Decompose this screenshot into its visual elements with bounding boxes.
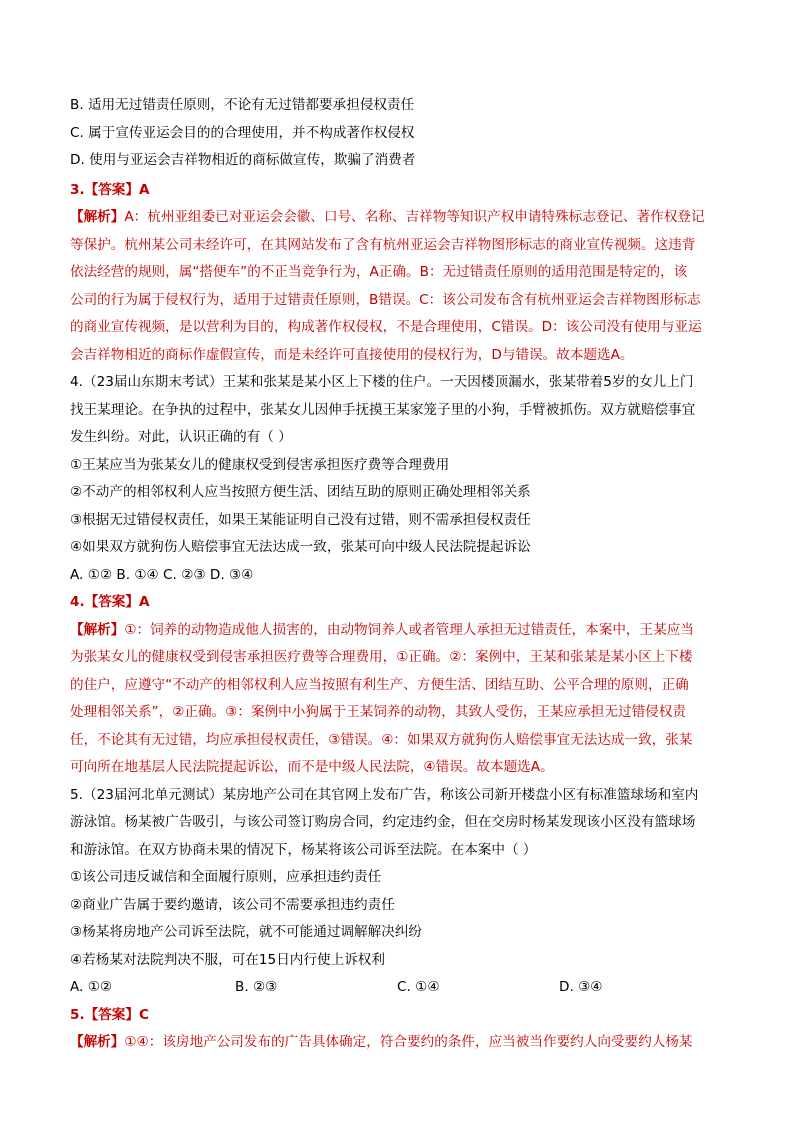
q5-stem-line-1: 5.（23届河北单元测试）某房地产公司在其官网上发布广告，称该公司新开楼盘小区有标准篮球场和室内 [70,786,699,803]
q5-analysis-line-1 [70,1029,730,1057]
q3-analysis-line-3: 依法经营的规则，属“搭便车”的不正当竞争行为，A正确。B：无过错责任原则的适用范围是特定的，该 [70,264,688,280]
q4-stem-line-2: 找王某理论。在争执的过程中，张某女儿因伸手抚摸王某家笼子里的小狗，手臂被抓伤。双方就赔偿事宜 [70,401,696,418]
q4-analysis-line-3: 的住户，应遵守“不动产的相邻权利人应当按照有利生产、方便生活、团结互助、公平合理的原则，正确 [70,676,689,693]
q5-item-4: ④若杨某对法院判决不服，可在15日内行使上诉权利 [70,951,385,968]
q4-item-3: ③根据无过错侵权责任，如果王某能证明自己没有过错，则不需承担侵权责任 [70,511,531,528]
q5-choice-b: B. ②③ [235,979,278,995]
q5-item-3: ③杨某将房地产公司诉至法院，就不可能通过调解解决纠纷 [70,924,423,940]
q5-answer: 5.【答案】C [70,1006,149,1023]
q3-analysis-line-4: 公司的行为属于侵权行为，适用于过错责任原则，B错误。C：该公司发布含有杭州亚运会吉祥物图形标志 [70,291,701,308]
analysis-label: 【解析】 [70,621,125,638]
q3-answer: 3.【答案】A [70,181,150,198]
q4-item-4: ④如果双方就狗伤人赔偿事宜无法达成一致，张某可向中级人民法院提起诉讼 [70,539,531,555]
q5-stem-line-2: 游泳馆。杨某被广告吸引，与该公司签订购房合同，约定违约金，但在交房时杨某发现该小区没有篮球场 [70,814,696,830]
q5-choice-c: C. ①④ [397,979,440,995]
analysis-text: ①：饲养的动物造成他人损害的，由动物饲养人或者管理人承担无过错责任，本案中，王某应当 [124,621,694,638]
q4-analysis-line-4: 处理相邻关系”，②正确。③：案例中小狗属于王某饲养的动物，其致人受伤，王某应承担无过错侵权责 [70,704,686,720]
analysis-text: ①④：该房地产公司发布的广告具体确定，符合要约的条件，应当被当作要约人向受要约人杨某 [124,1034,693,1050]
q4-analysis-line-2: 为张某女儿的健康权受到侵害承担医疗费等合理费用，①正确。②：案例中，王某和张某是某小区上下楼 [70,649,693,665]
q4-analysis-line-1 [70,617,730,645]
q4-stem-line-3: 发生纠纷。对此，认识正确的有（ ） [70,429,292,445]
q3-analysis-line-5: 的商业宣传视频，是以营利为目的，构成著作权侵权，不是合理使用，C错误。D：该公司没有使用与亚运 [70,319,702,335]
q4-choices: A. ①② B. ①④ C. ②③ D. ③④ [70,566,254,583]
q4-answer: 4.【答案】A [70,594,150,610]
q4-stem-line-1: 4.（23届山东期末考试）王某和张某是某小区上下楼的住户。一天因楼顶漏水，张某带着5岁的女儿上门 [70,374,694,390]
q3-option-c: C. 属于宣传亚运会目的的合理使用，并不构成著作权侵权 [70,124,415,141]
q5-choice-a: A. ①② [70,979,113,995]
q4-analysis-line-6: 可向所在地基层人民法院提起诉讼，而不是中级人民法院，④错误。故本题选A。 [70,759,554,775]
q5-choices [70,974,730,1002]
q3-analysis-line-1 [70,204,730,232]
q4-item-1: ①王某应当为张某女儿的健康权受到侵害承担医疗费等合理费用 [70,456,450,473]
analysis-label: 【解析】 [70,209,125,225]
q5-item-2: ②商业广告属于要约邀请，该公司不需要承担违约责任 [70,896,395,913]
q3-analysis-line-6: 会吉祥物相近的商标作虚假宣传，而是未经许可直接使用的侵权行为，D与错误。故本题选A。 [70,346,634,363]
q3-analysis-line-2: 等保护。杭州某公司未经许可，在其网站发布了含有杭州亚运会吉祥物图形标志的商业宣传视频。这违背 [70,236,696,253]
q5-item-1: ①该公司违反诚信和全面履行原则，应承担违约责任 [70,869,382,885]
analysis-text: A：杭州亚组委已对亚运会会徽、口号、名称、吉祥物等知识产权申请特殊标志登记、著作权登记 [124,209,705,225]
q4-item-2: ②不动产的相邻权利人应当按照方便生活、团结互助的原则正确处理相邻关系 [70,484,531,500]
q3-option-d: D. 使用与亚运会吉祥物相近的商标做宣传，欺骗了消费者 [70,152,416,168]
q5-choice-d: D. ③④ [559,979,603,995]
q3-option-b: B. 适用无过错责任原则，不论有无过错都要承担侵权责任 [70,97,415,113]
document-page [70,92,730,1057]
q4-analysis-line-5: 任，不论其有无过错，均应承担侵权责任，③错误。④：如果双方就狗伤人赔偿事宜无法达成一致，张某 [70,731,693,748]
q5-stem-line-3: 和游泳馆。在双方协商未果的情况下，杨某将该公司诉至法院。在本案中（ ） [70,841,537,858]
analysis-label: 【解析】 [70,1034,125,1050]
